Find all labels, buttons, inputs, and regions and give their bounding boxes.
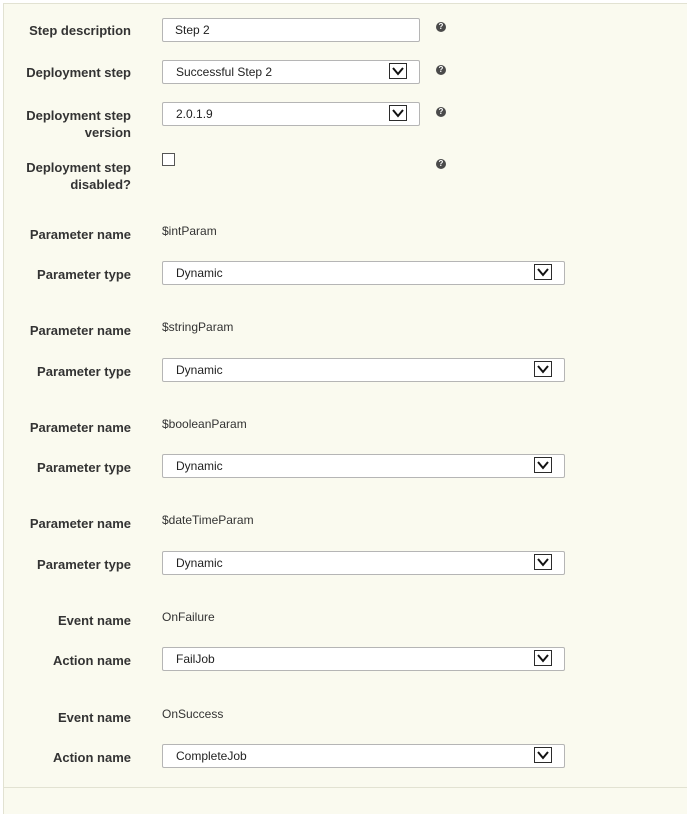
event-name-label: Event name: [58, 613, 131, 628]
chevron-down-icon[interactable]: [534, 457, 552, 473]
action-name-label: Action name: [52, 653, 131, 668]
parameter-type-value: Dynamic: [176, 266, 223, 280]
label-line: Deployment step: [26, 108, 131, 123]
parameter-type-label: Parameter type: [37, 267, 131, 282]
parameter-type-select[interactable]: [162, 454, 565, 478]
parameter-name-value: $stringParam: [162, 320, 234, 334]
action-name-label: Action name: [52, 750, 131, 765]
label-line: version: [84, 125, 131, 140]
label-line: Deployment step: [26, 160, 131, 175]
deployment-step-disabled-label: [3, 159, 131, 193]
event-name-value: OnSuccess: [162, 707, 224, 721]
action-name-value: CompleteJob: [176, 749, 247, 763]
parameter-name-label: Parameter name: [29, 420, 131, 435]
parameter-type-select[interactable]: [162, 358, 565, 382]
step-description-input[interactable]: Step 2: [162, 18, 420, 42]
deployment-step-select[interactable]: [162, 60, 420, 84]
question-circle-icon[interactable]: ?: [436, 22, 446, 32]
chevron-down-icon[interactable]: [389, 105, 407, 121]
parameter-name-value: $intParam: [162, 224, 217, 238]
parameter-type-label: Parameter type: [37, 460, 131, 475]
parameter-name-value: $booleanParam: [162, 417, 247, 431]
question-circle-icon[interactable]: ?: [436, 65, 446, 75]
parameter-name-label: Parameter name: [29, 323, 131, 338]
parameter-type-select[interactable]: [162, 551, 565, 575]
deployment-step-label: Deployment step: [26, 65, 131, 80]
label-line: disabled?: [70, 177, 131, 192]
divider: [3, 787, 687, 788]
action-name-select[interactable]: [162, 647, 565, 671]
parameter-name-value: $dateTimeParam: [162, 513, 254, 527]
parameter-type-value: Dynamic: [176, 459, 223, 473]
chevron-down-icon[interactable]: [534, 747, 552, 763]
chevron-down-icon[interactable]: [534, 650, 552, 666]
parameter-type-label: Parameter type: [37, 364, 131, 379]
action-name-value: FailJob: [176, 652, 215, 666]
deployment-step-version-select[interactable]: [162, 102, 420, 126]
chevron-down-icon[interactable]: [534, 361, 552, 377]
deployment-step-version-value: 2.0.1.9: [176, 107, 213, 121]
event-name-value: OnFailure: [162, 610, 215, 624]
parameter-name-label: Parameter name: [29, 227, 131, 242]
question-circle-icon[interactable]: ?: [436, 159, 446, 169]
parameter-type-value: Dynamic: [176, 363, 223, 377]
question-circle-icon[interactable]: ?: [436, 107, 446, 117]
step-description-label: Step description: [29, 23, 131, 38]
chevron-down-icon[interactable]: [389, 63, 407, 79]
action-name-select[interactable]: [162, 744, 565, 768]
deployment-step-disabled-checkbox[interactable]: [162, 153, 175, 166]
parameter-type-label: Parameter type: [37, 557, 131, 572]
parameter-type-value: Dynamic: [176, 556, 223, 570]
parameter-name-label: Parameter name: [29, 516, 131, 531]
deployment-step-value: Successful Step 2: [176, 65, 273, 79]
event-name-label: Event name: [58, 710, 131, 725]
parameter-type-select[interactable]: [162, 261, 565, 285]
chevron-down-icon[interactable]: [534, 554, 552, 570]
chevron-down-icon[interactable]: [534, 264, 552, 280]
deployment-step-version-label: [3, 107, 131, 141]
